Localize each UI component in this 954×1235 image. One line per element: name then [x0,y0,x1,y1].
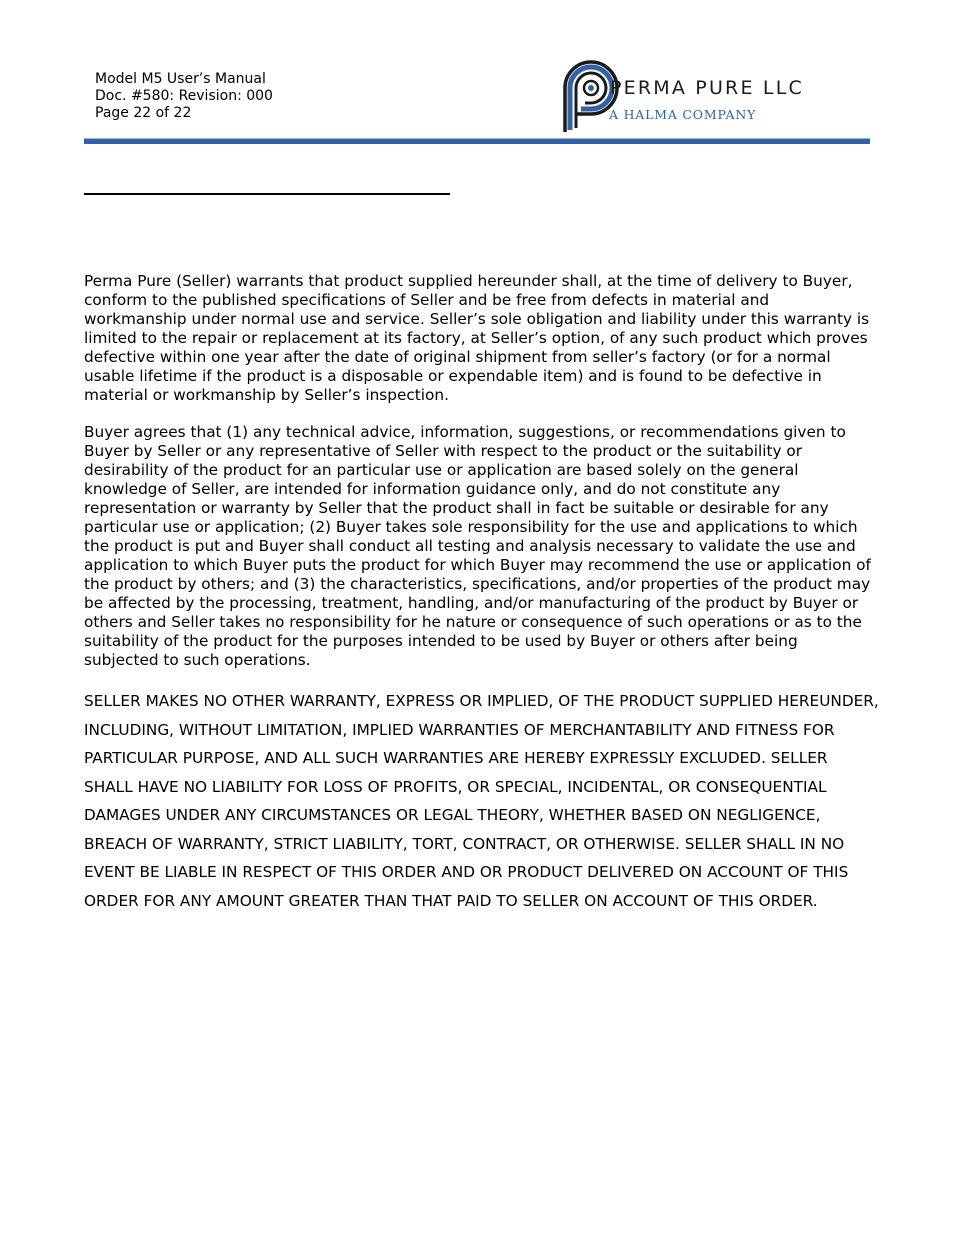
warranty-paragraph: Perma Pure (Seller) warrants that product supplied hereunder shall, at the time of delivery to Buyer, conform to the published specifications of Seller and be free from defects in material and workmanship under normal use and service. Seller’s sole obligation and liability under this warranty is limited to the repair or replacement at its factory, at Seller’s option, of any such product which proves defective within one year after the date of original shipment from seller’s factory (or for a normal usable lifetime if the product is a disposable or expendable item) and is found to be defective in material or workmanship by Seller’s inspection. [84,272,870,404]
section-heading-underline [84,193,450,195]
document-revision: Doc. #580: Revision: 000 [95,88,273,104]
company-tagline: A HALMA COMPANY [609,107,757,122]
disclaimer-paragraph: SELLER MAKES NO OTHER WARRANTY, EXPRESS OR IMPLIED, OF THE PRODUCT SUPPLIED HEREUNDER, INCLUDING, WITHOUT LIMITATION, IMPLIED WARRANTIES OF MERCHANTABILITY AND FITNESS FOR PARTICULAR PURPOSE, AND ALL SUCH WARRANTIES ARE HEREBY EXPRESSLY EXCLUDED. SELLER SHALL HAVE NO LIABILITY FOR LOSS OF PROFITS, OR SPECIAL, INCIDENTAL, OR CONSEQUENTIAL DAMAGES UNDER ANY CIRCUMSTANCES OR LEGAL THEORY, WHETHER BASED ON NEGLIGENCE, BREACH OF WARRANTY, STRICT LIABILITY, TORT, CONTRACT, OR OTHERWISE. SELLER SHALL IN NO EVENT BE LIABLE IN RESPECT OF THIS ORDER AND OR PRODUCT DELIVERED ON ACCOUNT OF THIS ORDER FOR ANY AMOUNT GREATER THAN THAT PAID TO SELLER ON ACCOUNT OF THIS ORDER. [84,692,879,910]
manual-title: Model M5 User’s Manual [95,71,266,87]
document-header [95,71,273,122]
page-number: Page 22 of 22 [95,105,192,121]
buyer-agreement-paragraph: Buyer agrees that (1) any technical advice, information, suggestions, or recommendations given to Buyer by Seller or any representative of Seller with respect to the product or the suitability or desirability of the product for an particular use or application are based solely on the general knowledge of Seller, are intended for information guidance only, and do not constitute any representation or warranty by Seller that the product shall in fact be suitable or desirable for any particular use or application; (2) Buyer takes sole responsibility for the use and applications to which the product is put and Buyer shall conduct all testing and analysis necessary to validate the use and application to which Buyer puts the product for which Buyer may recommend the use or application of the product by others; and (3) the characteristics, specifications, and/or properties of the product may be affected by the processing, treatment, handling, and/or manufacturing of the product by Buyer or others and Seller takes no responsibility for he nature or consequence of such operations or as to the suitability of the product for the purposes intended to be used by Buyer or others after being subjected to such operations. [84,423,871,669]
header-divider [84,138,870,144]
company-name: PERMA PURE LLC [610,77,804,99]
